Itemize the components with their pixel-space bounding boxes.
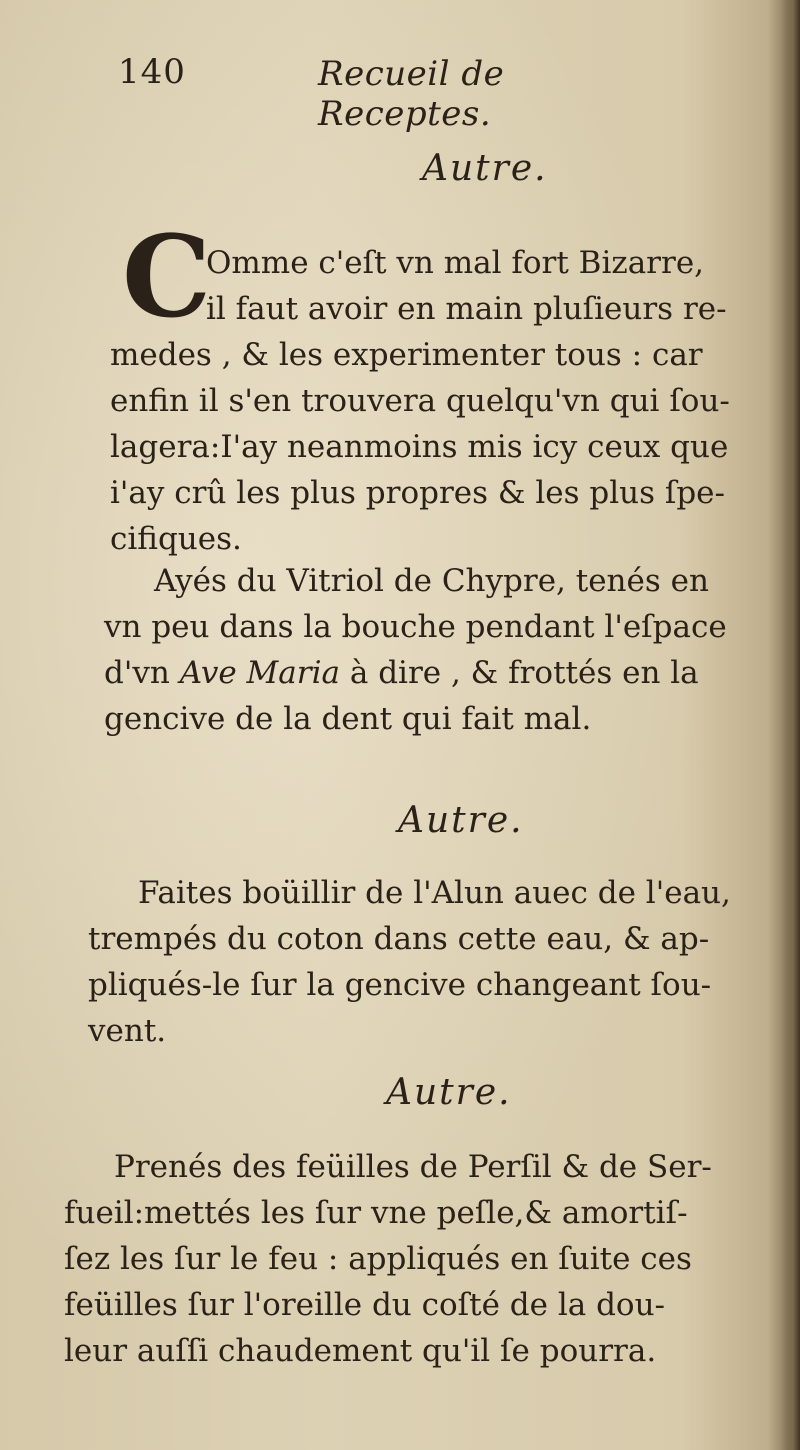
text-line: gencive de la dent qui fait mal. xyxy=(104,701,592,737)
page-header xyxy=(118,52,680,134)
text-line: pliqués-le ſur la gencive changeant ſou- xyxy=(88,967,712,1003)
text-line: ſez les ſur le feu : appliqués en ſuite ces xyxy=(64,1241,692,1277)
section-title-1: Autre. xyxy=(422,148,548,189)
text-line: medes , & les experimenter tous : car xyxy=(110,337,703,373)
section-1-paragraph-2 xyxy=(104,558,727,742)
text-line: leur auſſi chaudement qu'il ſe pourra. xyxy=(64,1333,657,1369)
text-line: feüilles ſur l'oreille du coſté de la dou- xyxy=(64,1287,666,1323)
running-title: Recueil de Receptes. xyxy=(318,54,505,134)
drop-cap: C xyxy=(122,212,212,343)
text-fragment: d'vn xyxy=(104,655,180,691)
text-line xyxy=(104,650,727,696)
page-number: 140 xyxy=(118,52,186,92)
text-line: cifiques. xyxy=(110,521,242,557)
text-line: vent. xyxy=(88,1013,167,1049)
text-line: lagera:I'ay neanmoins mis icy ceux que xyxy=(110,429,729,465)
text-line: il faut avoir en main pluſieurs re- xyxy=(206,291,727,327)
text-line: i'ay crû les plus propres & les plus ſpe- xyxy=(110,475,725,511)
text-line: fueil:mettés les ſur vne peſle,& amortiſ- xyxy=(64,1195,688,1231)
text-line: enfin il s'en trouvera quelqu'vn qui ſou- xyxy=(110,383,730,419)
section-title-3: Autre. xyxy=(386,1072,512,1113)
section-1-paragraph-1 xyxy=(110,240,730,562)
text-line: Prenés des feüilles de Perſil & de Ser- xyxy=(114,1149,712,1185)
text-line: vn peu dans la bouche pendant l'eſpace xyxy=(104,609,727,645)
section-3-paragraph xyxy=(64,1144,712,1374)
text-line: Ayés du Vitriol de Chypre, tenés en xyxy=(154,563,709,599)
text-fragment: à dire , & frottés en la xyxy=(340,655,699,691)
italic-phrase: Ave Maria xyxy=(179,655,340,691)
section-2-paragraph xyxy=(88,870,731,1054)
text-line: Omme c'eſt vn mal fort Bizarre, xyxy=(206,245,705,281)
text-line: Faites boüillir de l'Alun auec de l'eau, xyxy=(138,875,731,911)
page-edge xyxy=(782,0,800,1450)
text-line: trempés du coton dans cette eau, & ap- xyxy=(88,921,710,957)
section-title-2: Autre. xyxy=(398,800,524,841)
